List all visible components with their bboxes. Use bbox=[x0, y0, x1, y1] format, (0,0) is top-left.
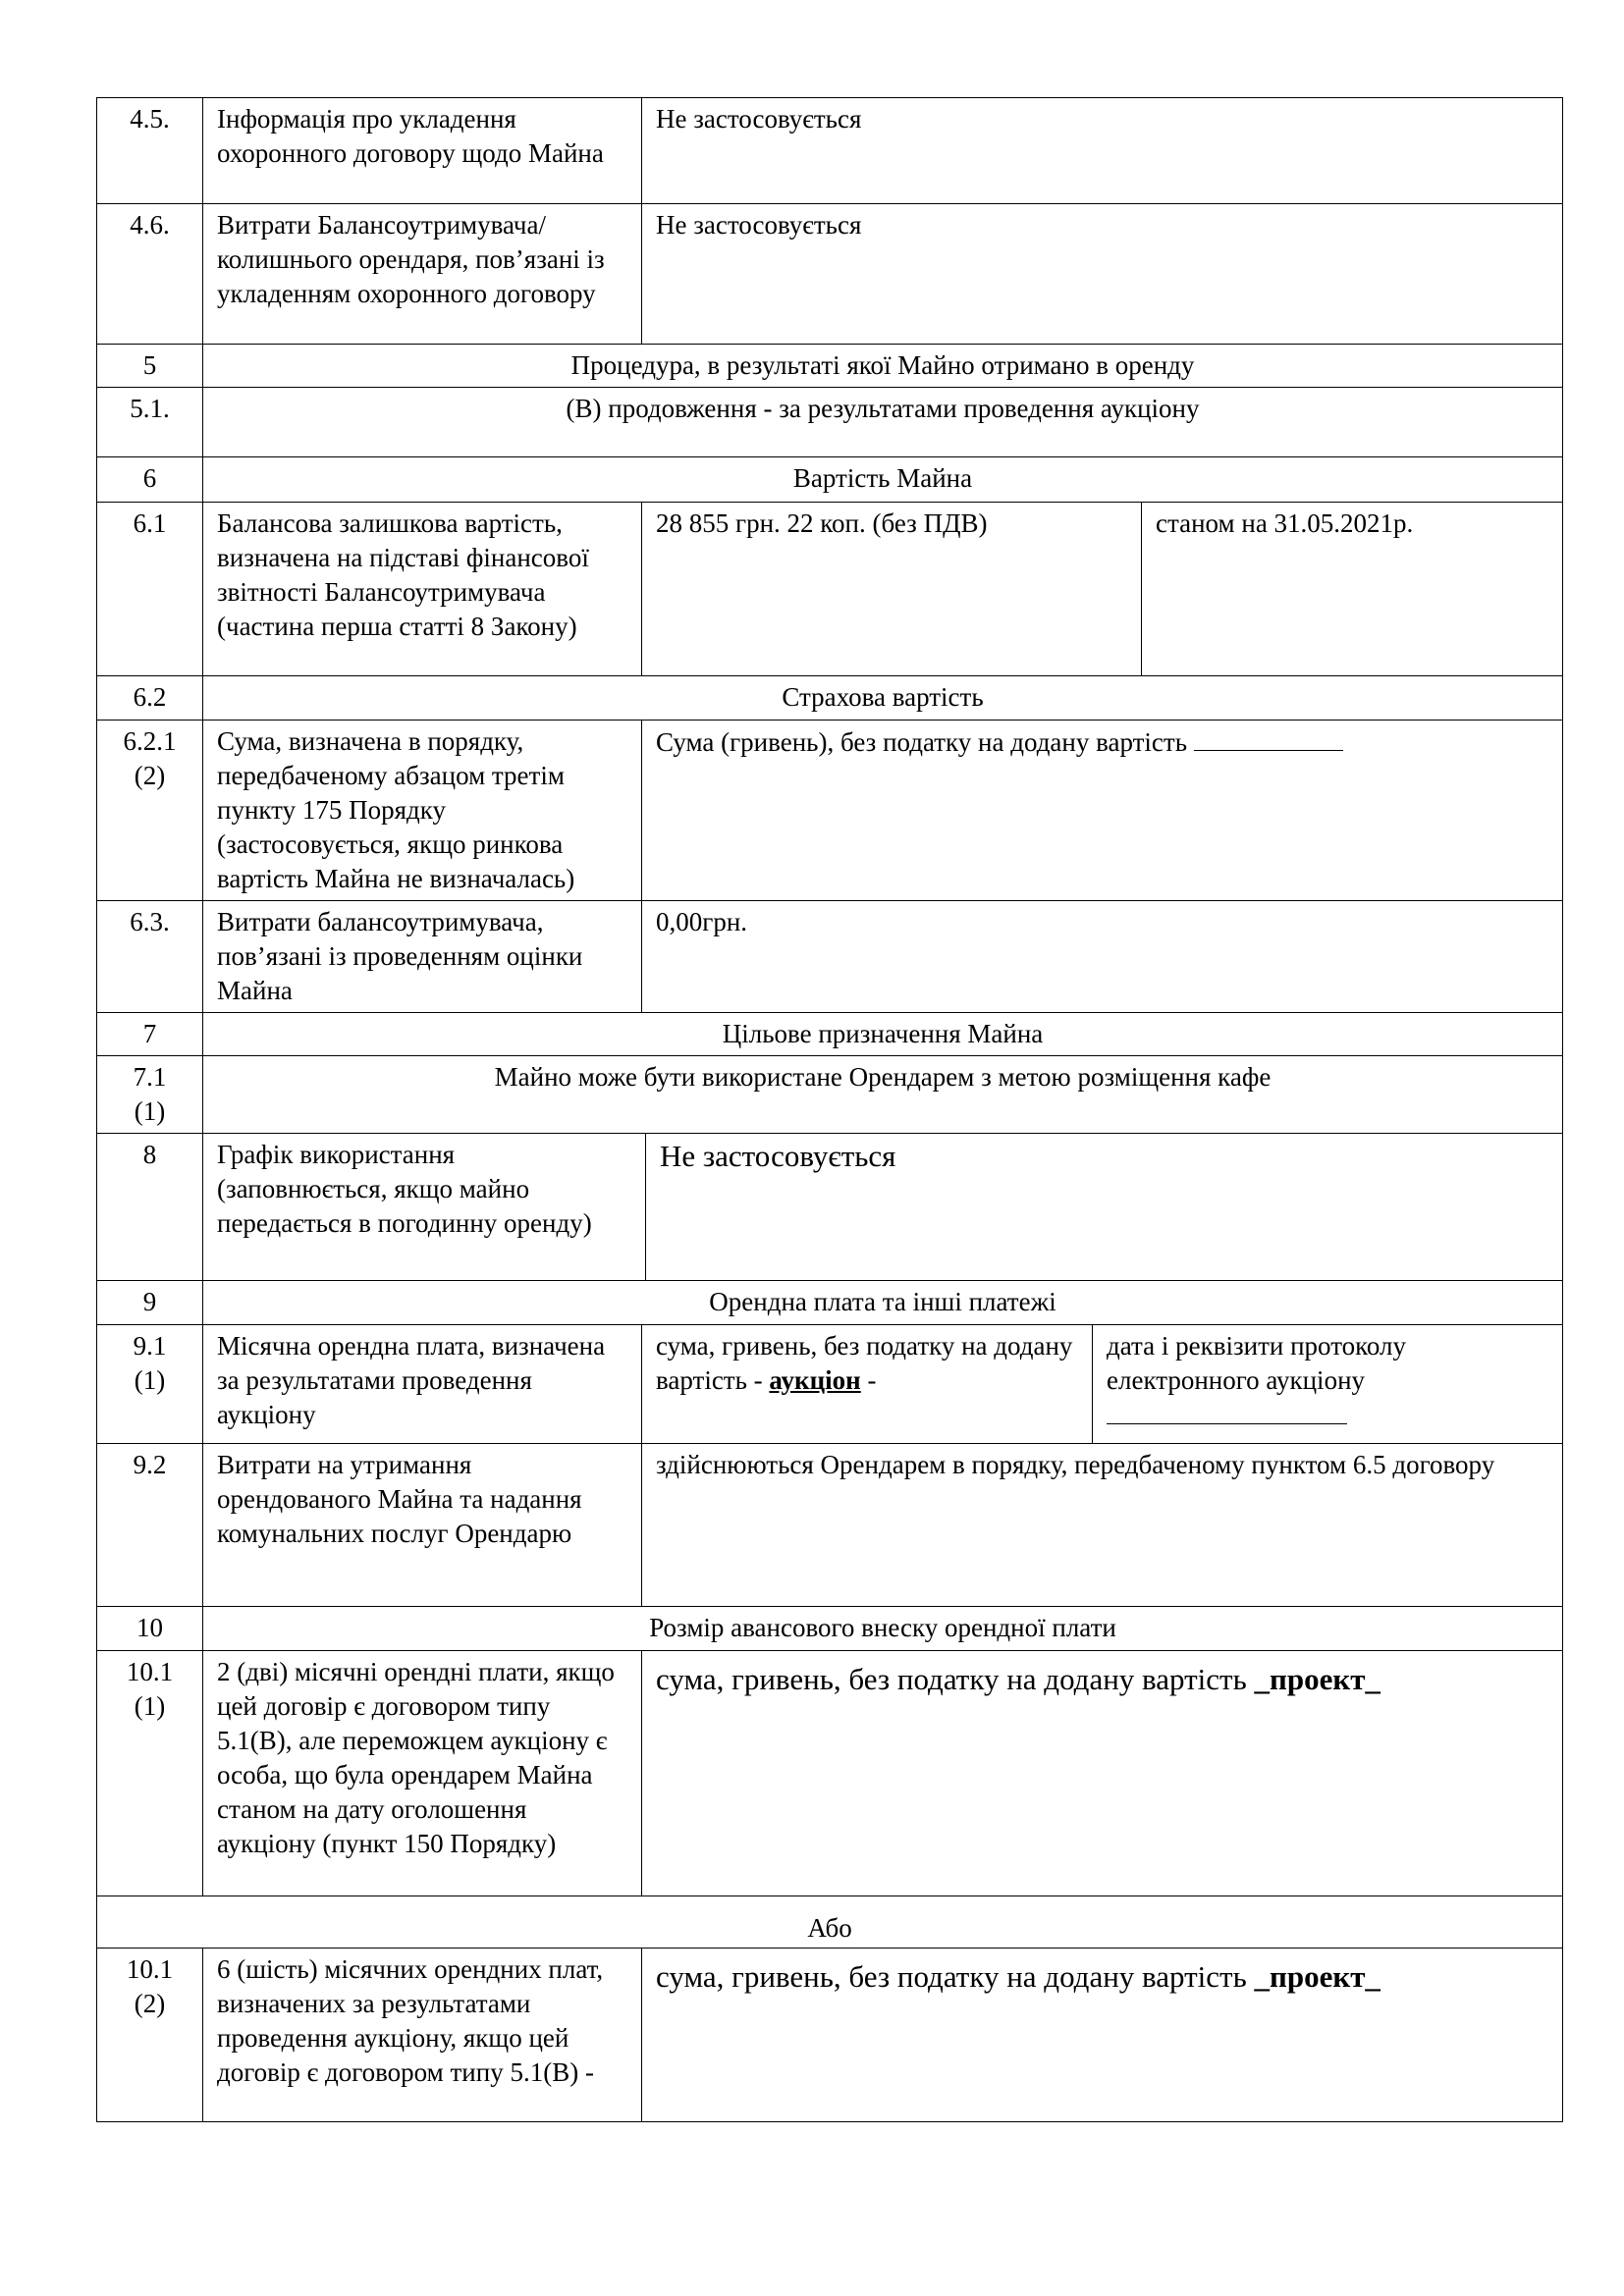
row-label: Витрати Балансоутримувача/ колишнього орендаря, пов’язані із укладенням охоронного договору bbox=[203, 204, 642, 345]
row-number: 9.2 bbox=[97, 1444, 203, 1607]
row-number bbox=[97, 1651, 203, 1896]
row-5-1 bbox=[97, 388, 1563, 457]
section-7 bbox=[97, 1013, 1563, 1056]
blank-line bbox=[1194, 724, 1343, 751]
row-number-main: 9.1 bbox=[133, 1331, 167, 1361]
section-title: Розмір авансового внеску орендної плати bbox=[203, 1607, 1563, 1651]
row-number: 6.1 bbox=[97, 503, 203, 676]
row-text: Майно може бути використане Орендарем з метою розміщення кафе bbox=[203, 1056, 1563, 1134]
rent-value bbox=[642, 1325, 1093, 1444]
row-10-1-2 bbox=[97, 1949, 1563, 2122]
section-title: Процедура, в результаті якої Майно отримано в оренду bbox=[203, 345, 1563, 388]
section-title: Вартість Майна bbox=[203, 457, 1563, 503]
row-number: 6.3. bbox=[97, 901, 203, 1013]
row-value bbox=[642, 1651, 1563, 1896]
row-label: Сума, визначена в порядку, передбаченому абзацом третім пункту 175 Порядку (застосовується, якщо ринкова вартість Майна не визначалась) bbox=[203, 721, 642, 901]
section-5 bbox=[97, 345, 1563, 388]
section-6 bbox=[97, 457, 1563, 503]
section-9 bbox=[97, 1281, 1563, 1325]
section-number: 10 bbox=[97, 1607, 203, 1651]
row-value: 0,00грн. bbox=[642, 901, 1563, 1013]
row-value: здійснюються Орендарем в порядку, передбаченому пунктом 6.5 договору bbox=[642, 1444, 1563, 1607]
row-7-1 bbox=[97, 1056, 1563, 1134]
row-value: Не застосовується bbox=[642, 204, 1563, 345]
row-4-5 bbox=[97, 98, 1563, 204]
or-row bbox=[97, 1896, 1563, 1949]
row-number-main: 10.1 bbox=[126, 1657, 174, 1686]
row-label: Витрати балансоутримувача, пов’язані із проведенням оцінки Майна bbox=[203, 901, 642, 1013]
row-9-1 bbox=[97, 1325, 1563, 1444]
section-number: 5 bbox=[97, 345, 203, 388]
row-number-main: 7.1 bbox=[133, 1062, 167, 1092]
section-number: 6 bbox=[97, 457, 203, 503]
section-number: 6.2 bbox=[97, 676, 203, 721]
row-number bbox=[97, 1056, 203, 1134]
advance-value-prefix: сума, гривень, без податку на додану вартість bbox=[656, 1662, 1255, 1696]
balance-date: станом на 31.05.2021р. bbox=[1142, 503, 1563, 676]
section-10 bbox=[97, 1607, 1563, 1651]
rent-value-suffix: - bbox=[860, 1365, 877, 1395]
row-number-main: 10.1 bbox=[126, 1954, 174, 1984]
row-6-3 bbox=[97, 901, 1563, 1013]
row-label: Графік використання (заповнюється, якщо майно передається в погодинну оренду) bbox=[203, 1134, 646, 1281]
advance-value-prefix: сума, гривень, без податку на додану вартість bbox=[656, 1959, 1255, 1994]
row-label: 6 (шість) місячних орендних плат, визначених за результатами проведення аукціону, якщо цей договір є договором типу 5.1(В) - bbox=[203, 1949, 642, 2122]
advance-value-project: _проект_ bbox=[1254, 1662, 1380, 1696]
row-label: Місячна орендна плата, визначена за результатами проведення аукціону bbox=[203, 1325, 642, 1444]
row-6-2-1 bbox=[97, 721, 1563, 901]
row-10-1-1 bbox=[97, 1651, 1563, 1896]
row-number: 4.5. bbox=[97, 98, 203, 204]
row-label: Інформація про укладення охоронного договору щодо Майна bbox=[203, 98, 642, 204]
row-number: 8 bbox=[97, 1134, 203, 1281]
lease-terms-table bbox=[96, 97, 1563, 2122]
row-number: 5.1. bbox=[97, 388, 203, 457]
blank-line bbox=[1107, 1398, 1347, 1424]
row-value bbox=[642, 721, 1563, 901]
row-text: (В) продовження - за результатами проведення аукціону bbox=[203, 388, 1563, 457]
row-number-main: 6.2.1 bbox=[123, 726, 177, 756]
or-separator: Або bbox=[97, 1896, 1563, 1949]
row-number-sub: (1) bbox=[134, 1365, 166, 1395]
row-number bbox=[97, 721, 203, 901]
row-4-6 bbox=[97, 204, 1563, 345]
row-number-sub: (2) bbox=[134, 761, 166, 790]
auction-protocol bbox=[1093, 1325, 1563, 1444]
insurance-sum-text: Сума (гривень), без податку на додану вартість bbox=[656, 727, 1188, 757]
row-number bbox=[97, 1949, 203, 2122]
row-value: Не застосовується bbox=[646, 1134, 1563, 1281]
section-number: 7 bbox=[97, 1013, 203, 1056]
row-number: 4.6. bbox=[97, 204, 203, 345]
rent-value-auction: аукціон bbox=[769, 1365, 861, 1395]
section-6-2 bbox=[97, 676, 1563, 721]
section-number: 9 bbox=[97, 1281, 203, 1325]
section-title: Цільове призначення Майна bbox=[203, 1013, 1563, 1056]
row-value: Не застосовується bbox=[642, 98, 1563, 204]
row-number-sub: (1) bbox=[134, 1096, 166, 1126]
row-value bbox=[642, 1949, 1563, 2122]
section-title: Орендна плата та інші платежі bbox=[203, 1281, 1563, 1325]
row-label: Балансова залишкова вартість, визначена на підставі фінансової звітності Балансоутримувача (частина перша статті 8 Закону) bbox=[203, 503, 642, 676]
balance-value: 28 855 грн. 22 коп. (без ПДВ) bbox=[642, 503, 1142, 676]
row-9-2 bbox=[97, 1444, 1563, 1607]
row-label: 2 (дві) місячні орендні плати, якщо цей договір є договором типу 5.1(В), але переможцем аукціону є особа, що була орендарем Майна станом на дату оголошення аукціону (пункт 150 Порядку) bbox=[203, 1651, 642, 1896]
row-number bbox=[97, 1325, 203, 1444]
row-8 bbox=[97, 1134, 1563, 1281]
advance-value-project: _проект_ bbox=[1254, 1959, 1380, 1994]
row-number-sub: (2) bbox=[134, 1989, 166, 2018]
row-label: Витрати на утримання орендованого Майна та надання комунальних послуг Орендарю bbox=[203, 1444, 642, 1607]
auction-protocol-text: дата і реквізити протоколу електронного аукціону bbox=[1107, 1331, 1407, 1395]
section-title: Страхова вартість bbox=[203, 676, 1563, 721]
row-number-sub: (1) bbox=[134, 1691, 166, 1721]
row-6-1 bbox=[97, 503, 1563, 676]
rent-value-prefix: сума, гривень, без податку на додану вартість - bbox=[656, 1331, 1073, 1395]
